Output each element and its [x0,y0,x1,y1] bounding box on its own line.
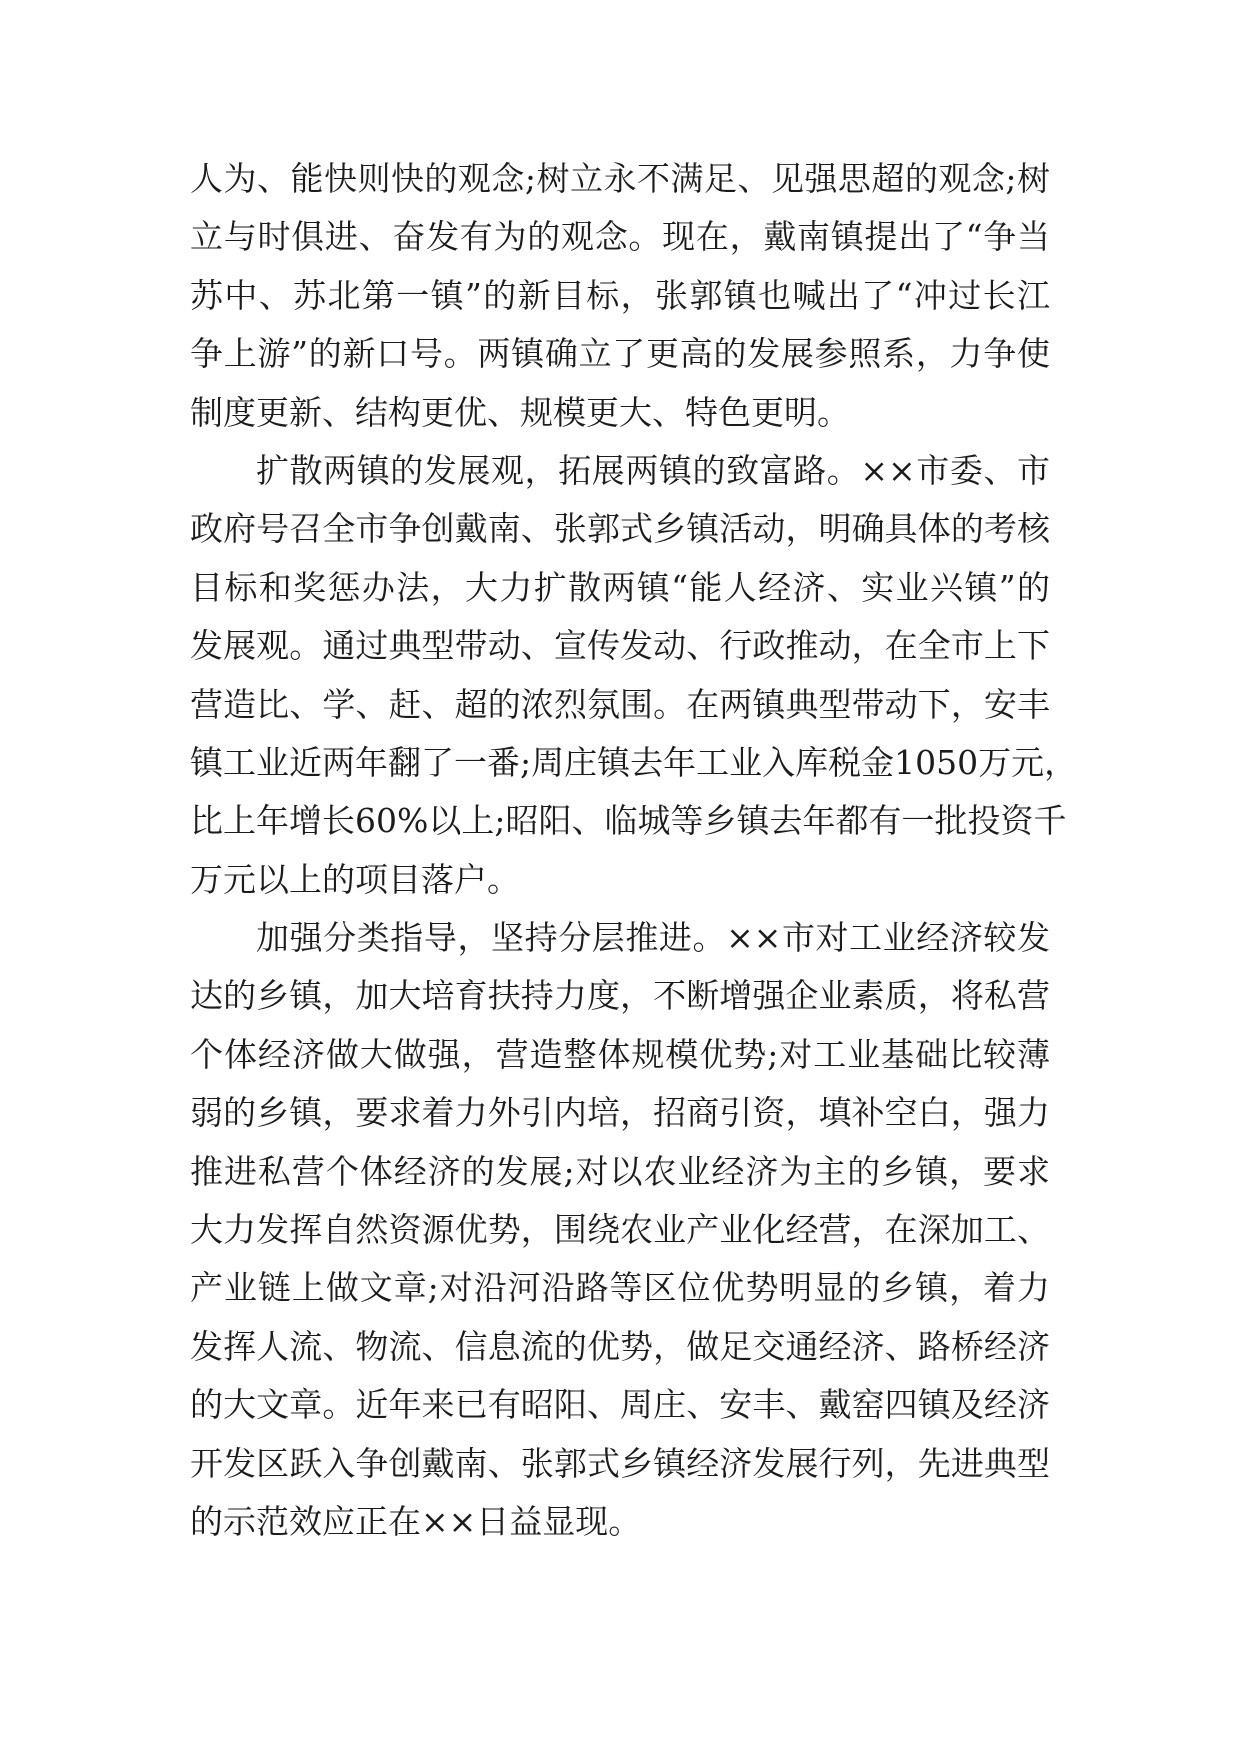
paragraph-start-line: 扩散两镇的发展观，拓展两镇的致富路。××市委、市 [256,450,1050,490]
text-line: 个体经济做大做强，营造整体规模优势;对工业基础比较薄 [190,1034,1050,1074]
text-line: 立与时俱进、奋发有为的观念。现在，戴南镇提出了“争当 [190,217,1050,257]
text-line: 人为、能快则快的观念;树立永不满足、见强思超的观念;树 [190,159,1050,198]
text-line: 发挥人流、物流、信息流的优势，做足交通经济、路桥经济 [190,1326,1050,1366]
text-line: 万元以上的项目落户。 [190,859,520,899]
text-line: 苏中、苏北第一镇”的新目标，张郭镇也喊出了“冲过长江 [190,275,1050,315]
text-line: 的示范效应正在××日益显现。 [190,1501,642,1541]
text-line: 达的乡镇，加大培育扶持力度，不断增强企业素质，将私营 [190,976,1050,1016]
text-line: 大力发挥自然资源优势，围绕农业产业化经营，在深加工、 [190,1210,1050,1250]
paragraph-start-line: 加强分类指导，坚持分层推进。××市对工业经济较发 [256,918,1050,958]
body-text [190,150,1078,1551]
text-line: 营造比、学、赶、超的浓烈氛围。在两镇典型带动下，安丰 [190,684,1050,724]
text-line: 政府号召全市争创戴南、张郭式乡镇活动，明确具体的考核 [190,509,1050,549]
text-line: 镇工业近两年翻了一番;周庄镇去年工业入库税金1050万元， [190,742,1078,782]
text-line: 推进私营个体经济的发展;对以农业经济为主的乡镇，要求 [190,1151,1050,1191]
text-line: 目标和奖惩办法，大力扩散两镇“能人经济、实业兴镇”的 [190,567,1050,607]
text-line: 争上游”的新口号。两镇确立了更高的发展参照系，力争使 [190,334,1050,374]
text-line: 发展观。通过典型带动、宣传发动、行政推动，在全市上下 [190,626,1050,666]
text-line: 比上年增长60%以上;昭阳、临城等乡镇去年都有一批投资千 [190,801,1067,841]
text-line: 弱的乡镇，要求着力外引内培，招商引资，填补空白，强力 [190,1093,1050,1133]
text-line: 产业链上做文章;对沿河沿路等区位优势明显的乡镇，着力 [190,1268,1050,1308]
text-line: 制度更新、结构更优、规模更大、特色更明。 [190,392,850,432]
text-line: 的大文章。近年来已有昭阳、周庄、安丰、戴窑四镇及经济 [190,1385,1050,1425]
text-line: 开发区跃入争创戴南、张郭式乡镇经济发展行列，先进典型 [190,1443,1050,1483]
